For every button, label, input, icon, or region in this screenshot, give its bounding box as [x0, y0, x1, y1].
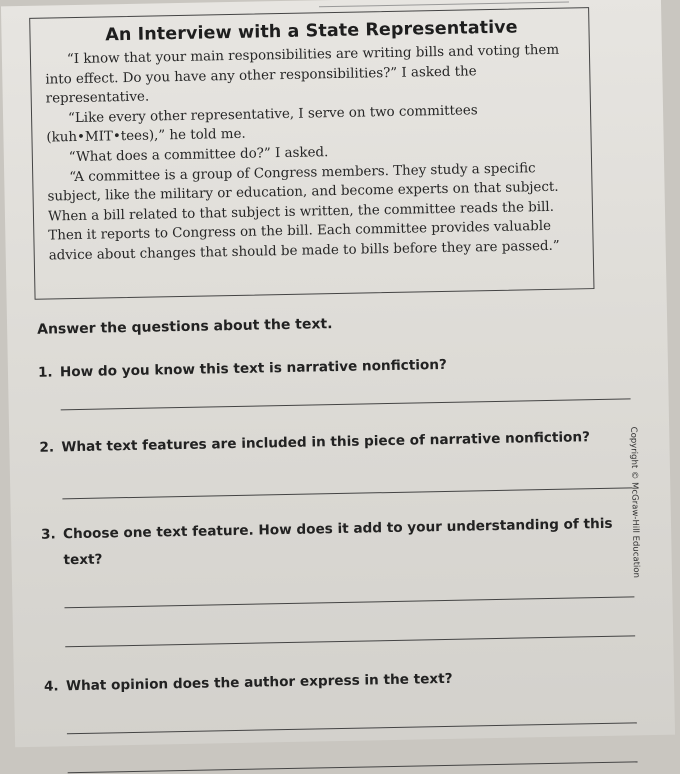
top-rule	[319, 1, 569, 7]
instructions: Answer the questions about the text.	[37, 316, 333, 338]
passage-title: An Interview with a State Representative	[105, 17, 518, 46]
worksheet-page	[1, 0, 675, 747]
passage-paragraph: “Like every other representative, I serve on two committees (kuh•MIT•tees),” he told me.	[46, 103, 478, 146]
answer-line[interactable]	[64, 596, 634, 608]
passage-paragraph: “I know that your main responsibilities are writing bills and voting them into effect. Do you have any other responsibilities?” I asked the representative.	[45, 42, 560, 107]
question-number: 3.	[40, 526, 56, 543]
question-4	[44, 662, 644, 700]
question-number: 1.	[37, 364, 53, 381]
questions-section	[37, 310, 646, 773]
passage-paragraph: “What does a committee do?” I asked.	[68, 145, 329, 166]
answer-line[interactable]	[67, 722, 637, 734]
question-text: What text features are included in this piece of narrative nonfiction?	[61, 429, 591, 456]
question-text: How do you know this text is narrative nonfiction?	[59, 356, 447, 381]
passage-box	[29, 7, 594, 300]
question-text: Choose one text feature. How does it add to your understanding of this text?	[62, 515, 613, 569]
question-text: What opinion does the author express in the text?	[65, 670, 453, 695]
answer-line[interactable]	[68, 761, 638, 773]
answer-line[interactable]	[62, 487, 632, 499]
question-1	[38, 348, 638, 386]
question-number: 4.	[43, 678, 59, 695]
passage-paragraph: “A committee is a group of Congress members. They study a specific subject, like the military or education, and become experts on that subject. When a bill related to that subject is written, the committee reads the bill. Then it reports to Congress on the bill. Each committee provides valuable advice about changes that should be made to bills before they are passed.”	[47, 160, 560, 264]
question-2	[39, 423, 639, 461]
answer-line[interactable]	[61, 398, 631, 410]
question-3	[41, 510, 642, 574]
question-number: 2.	[39, 439, 55, 456]
answer-line[interactable]	[65, 635, 635, 647]
copyright-notice: Copyright © McGraw-Hill Education	[628, 426, 642, 579]
